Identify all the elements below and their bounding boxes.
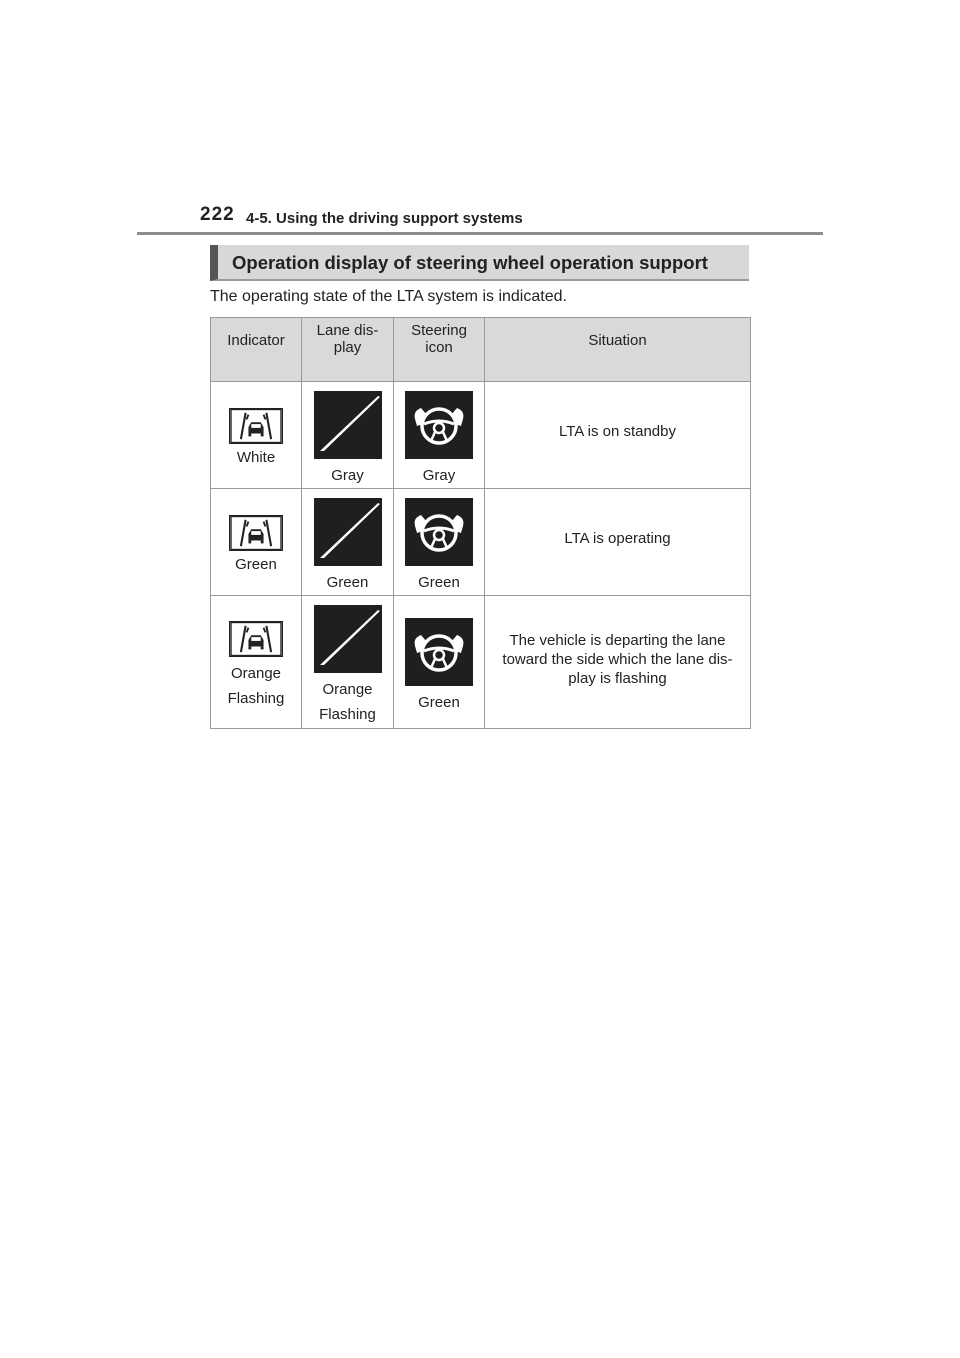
lane-trace-indicator-icon [229, 408, 283, 444]
steering-icon-cell [394, 489, 485, 596]
lane-display-cell [302, 596, 394, 729]
table-row [211, 382, 751, 489]
lane-color-label: Gray [331, 467, 364, 484]
header-lane-display-line2: play [333, 339, 362, 356]
heading-text: Operation display of steering wheel operation support [232, 252, 708, 273]
lane-display-cell [302, 489, 394, 596]
page-number: 222 [200, 204, 235, 225]
table-header-row [211, 318, 751, 382]
situation-line: The vehicle is departing the lane [509, 632, 726, 649]
intro-text: The operating state of the LTA system is indicated. [210, 288, 567, 305]
steering-color-label: Green [418, 574, 460, 591]
steering-color-label: Green [418, 694, 460, 711]
indicator-color-label: Orange [230, 665, 282, 682]
header-steering-line1: Steering [411, 322, 467, 339]
indicator-color-label: Green [235, 556, 277, 573]
table-row [211, 489, 751, 596]
section-title: 4-5. Using the driving support systems [246, 210, 523, 227]
steering-icon-cell [394, 596, 485, 729]
header-steering-icon [394, 318, 485, 382]
situation-line: play is flashing [568, 670, 667, 687]
steering-icon-cell [394, 382, 485, 489]
indicator-cell [211, 489, 302, 596]
lane-display-cell [302, 382, 394, 489]
situation-cell [485, 596, 751, 729]
situation-cell [485, 489, 751, 596]
steering-hands-icon [405, 498, 473, 566]
situation-line: LTA is on standby [558, 423, 676, 440]
header-indicator: Indicator [211, 318, 302, 382]
situation-cell [485, 382, 751, 489]
header-situation: Situation [485, 318, 751, 382]
lane-display-icon [314, 605, 382, 673]
indicator-cell [211, 596, 302, 729]
table-row [211, 596, 751, 729]
steering-color-label: Gray [422, 467, 456, 484]
lane-color-label: Green [326, 574, 369, 591]
header-lane-display [302, 318, 394, 382]
lane-trace-indicator-icon [229, 515, 283, 551]
lane-display-icon [314, 391, 382, 459]
indicator-flashing-label: Flashing [227, 690, 285, 707]
header-lane-display-line1: Lane dis- [316, 322, 379, 339]
lane-color-label: Orange [322, 681, 373, 698]
situation-line: toward the side which the lane dis- [502, 651, 733, 668]
header-steering-line2: icon [425, 339, 453, 356]
steering-hands-icon [405, 618, 473, 686]
indicator-cell [211, 382, 302, 489]
situation-line: LTA is operating [564, 530, 671, 547]
operation-table [210, 317, 751, 729]
lane-display-icon [314, 498, 382, 566]
steering-hands-icon [405, 391, 473, 459]
heading-bar [210, 245, 749, 281]
lane-flashing-label: Flashing [319, 706, 376, 723]
indicator-color-label: White [236, 449, 276, 466]
header-rule [137, 232, 823, 235]
lane-trace-indicator-icon [229, 621, 283, 657]
